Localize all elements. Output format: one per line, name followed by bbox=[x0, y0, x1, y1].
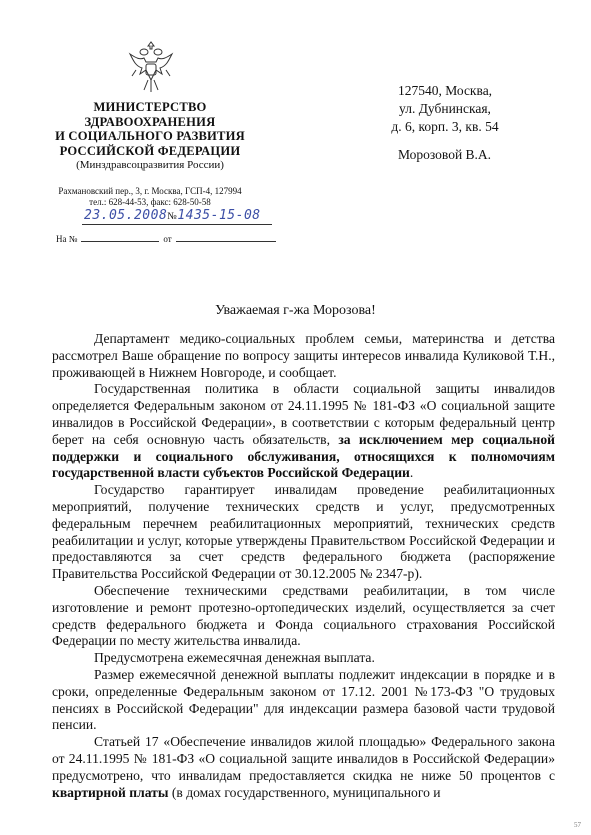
ministry-address: Рахмановский пер., 3, г. Москва, ГСП-4, 127994 bbox=[58, 186, 242, 196]
ministry-name-line: РОССИЙСКОЙ ФЕДЕРАЦИИ bbox=[59, 143, 241, 158]
letter-body bbox=[52, 331, 555, 801]
ministry-contacts bbox=[40, 186, 260, 208]
number-sign: № bbox=[167, 211, 178, 222]
page-number: 57 bbox=[574, 821, 581, 829]
paragraph: Размер ежемесячной денежной выплаты подлежит индексации в порядке и в сроки, определенные Федеральным законом от 17.12. 2001 №173-ФЗ "О трудовых пенсиях в Российской Федерации" для индексации размера базовой части трудовой пенсии. bbox=[52, 666, 555, 733]
registration-underline bbox=[82, 224, 272, 225]
recipient-address bbox=[378, 82, 512, 136]
text-run: . bbox=[409, 465, 414, 481]
ot-blank bbox=[176, 241, 276, 242]
text-run: Государственная политика в области социальной защиты инвалидов определяется Федеральным законом от 24.11.1995 № 181-ФЗ «О социальной защите инвалидов в Российской Федерации», в соответствии с которым федеральный центр берет на себя основную часть обязательств, bbox=[52, 381, 555, 447]
recipient-address-line: 127540, Москва, bbox=[397, 83, 493, 98]
ministry-name-line: ЗДРАВООХРАНЕНИЯ bbox=[84, 114, 216, 129]
paragraph: Обеспечение техническими средствами реабилитации, в том числе изготовление и ремонт протезно-ортопедических изделий, осуществляется за счет средств федерального бюджета и Фонда социального страхования Российской Федерации по месту жительства инвалида. bbox=[52, 582, 555, 649]
text-run: (в домах государственного, муниципального и bbox=[168, 784, 441, 800]
bold-text-run: за исключением мер социальной поддержки и социального обслуживания, относящихся к полномочиям государственной власти субъектов Российской Федерации bbox=[52, 431, 555, 481]
registration-line bbox=[84, 208, 261, 223]
bold-text-run: квартирной платы bbox=[52, 784, 169, 800]
ministry-name-line: МИНИСТЕРСТВО bbox=[93, 100, 207, 114]
paragraph bbox=[52, 381, 555, 482]
salutation: Уважаемая г-жа Морозова! bbox=[215, 303, 376, 318]
registration-date: 23.05.2008 bbox=[84, 208, 168, 223]
reply-reference-line bbox=[56, 234, 276, 244]
registration-number: 1435-15-08 bbox=[177, 208, 261, 223]
paragraph: Государство гарантирует инвалидам проведение реабилитационных мероприятий, получение технических средств и услуг, предусмотренных федеральным перечнем реабилитационных мероприятий, технических средств реабилитации и услуг, которые утверждены Правительством Российской Федерации и предоставляются за счет средств федерального бюджета (распоряжение Правительства Российской Федерации от 30.12.2005 № 2347-р). bbox=[52, 482, 555, 582]
text-run: Статьей 17 «Обеспечение инвалидов жилой площадью» Федерального закона от 24.11.1995 № 181-ФЗ «О социальной защите инвалидов в Российской Федерации» предусмотрено, что инвалидам предоставляется скидка не ниже 50 процентов с bbox=[52, 734, 555, 783]
paragraph: Предусмотрена ежемесячная денежная выплата. bbox=[94, 650, 375, 666]
na-label: На № bbox=[56, 234, 78, 244]
recipient-address-line: д. 6, корп. 3, кв. 54 bbox=[391, 119, 499, 134]
paragraph bbox=[52, 734, 555, 801]
recipient-address-line: ул. Дубнинская, bbox=[399, 101, 491, 116]
ministry-phone: тел.: 628-44-53, факс: 628-50-58 bbox=[89, 197, 211, 207]
recipient-name: Морозовой В.А. bbox=[398, 147, 492, 162]
ministry-header bbox=[40, 100, 260, 208]
russian-coat-of-arms-icon bbox=[126, 40, 176, 96]
ministry-abbreviation: (Минздравсоцразвития России) bbox=[76, 159, 224, 171]
paragraph: Департамент медико-социальных проблем семьи, материнства и детства рассмотрел Ваше обращение по вопросу защиты интересов инвалида Куликовой Т.Н., проживающей в Нижнем Новгороде, и сообщает. bbox=[52, 331, 555, 380]
ministry-name-line: И СОЦИАЛЬНОГО РАЗВИТИЯ bbox=[55, 129, 245, 143]
ot-label: от bbox=[163, 234, 172, 244]
na-blank bbox=[81, 241, 159, 242]
